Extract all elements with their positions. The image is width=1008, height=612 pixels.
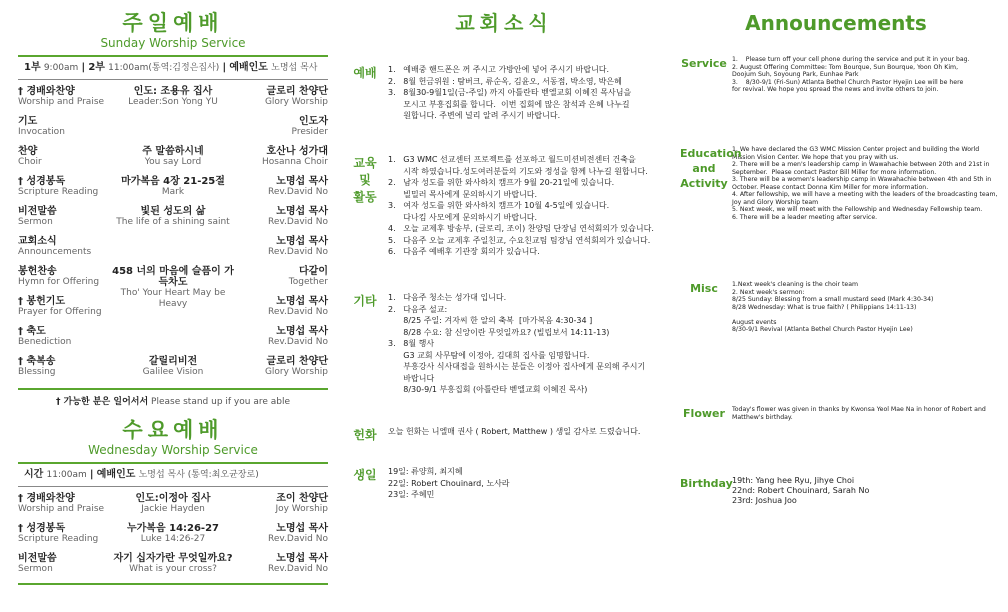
order-leader-ko: 조이 찬양단 (276, 493, 328, 504)
separator: | (81, 62, 86, 73)
order-row (18, 146, 328, 176)
news-line: 4. After fellowship, we will have a meeting with the leaders of the broadcasting team, (732, 191, 998, 198)
order-leader-en: Presider (291, 127, 328, 137)
order-item-ko: † 축도 (18, 326, 46, 337)
news-line: 3. There will be a women's leadership camp in Wawahachie between 4th and 5th in (732, 176, 992, 183)
order-row (18, 176, 328, 206)
section-body (732, 281, 992, 334)
order-leader (238, 146, 328, 168)
standup-note (18, 390, 328, 407)
news-line: 22일: Robert Chouinard, 노사라 (388, 478, 510, 488)
news-line: 8/30-9/1 Revival (Atlanta Bethel Church Pastor Hyejin Lee) (732, 326, 913, 333)
news-line: Joy and Glory Worship team (732, 198, 819, 206)
news-line: 6. 다음주 예배후 기관장 회의가 있습니다. (388, 247, 540, 256)
order-leader-en: Rev.David No (268, 187, 328, 197)
order-detail-ko: 주 말씀하시네 (142, 146, 204, 157)
wednesday-order-list (18, 493, 328, 583)
news-section (680, 146, 998, 221)
first-service-time: 9:00am (43, 63, 79, 73)
announcements-title: Announcements (745, 11, 927, 35)
news-line: 2. 남자 성도를 위한 와사하치 캠프가 9월 20-21일에 있습니다. (388, 178, 615, 187)
order-item (18, 493, 108, 515)
order-item-en: Invocation (18, 127, 65, 137)
news-line: Doojum Suh, Soyoung Park, Eunhae Park (732, 71, 859, 78)
order-detail-en: What is your cross? (129, 564, 217, 574)
church-news-column (346, 10, 662, 596)
church-news-sections (346, 36, 662, 596)
order-leader-ko: 노명섭 목사 (276, 206, 328, 217)
divider (18, 79, 328, 80)
news-section (680, 476, 992, 506)
section-body (732, 476, 992, 506)
order-detail-ko: 458 너의 마음에 슬픔이 가득차도 (112, 266, 234, 288)
news-line: Today's flower was given in thanks by Kwonsa Yeol Mae Na in honor of Robert and (732, 406, 986, 413)
worship-order-column (18, 10, 328, 585)
order-detail-en: Mark (161, 187, 185, 197)
section-label: 헌화 (353, 428, 377, 442)
news-line: 바랍니다 (388, 373, 435, 383)
order-item (18, 176, 108, 198)
order-item-ko: 기도 (18, 116, 38, 127)
order-item-ko: 교회소식 (18, 236, 57, 247)
news-line: 1. Please turn off your cell phone during the service and put it in your bag. (732, 56, 970, 63)
order-row (18, 326, 328, 356)
section-body (388, 64, 662, 122)
news-line: September. Please contact Pastor Bill Miller for more information. (732, 168, 937, 176)
preacher-label: 예배인도 (229, 62, 268, 73)
sunday-title-en: Sunday Worship Service (100, 36, 246, 50)
order-item (18, 86, 108, 108)
order-leader-en: Hosanna Choir (262, 157, 328, 167)
news-line: 8/28 수요: 참 신앙이란 무엇일까요? (빌립보서 14:11-13) (388, 327, 610, 337)
order-detail (108, 266, 238, 310)
news-line: Matthew's birthday. (732, 413, 793, 421)
order-leader-ko: 노명섭 목사 (276, 236, 328, 247)
news-line: 19일: 류양희, 최지혜 (388, 467, 463, 476)
news-line: 원합니다. 주변에 널리 알려 주시기 바랍니다. (388, 111, 561, 120)
order-item-en: Worship and Praise (18, 504, 105, 514)
order-item-en: Sermon (18, 564, 53, 574)
news-line: 19th: Yang hee Ryu, Jihye Choi (732, 476, 855, 485)
news-section (346, 154, 662, 258)
order-item (18, 206, 108, 228)
order-detail-en: Luke 14:26-27 (140, 534, 206, 544)
news-line: 8/25 주일: 겨자씨 한 알의 축복 [마가복음 4:30-34 ] (388, 316, 593, 325)
order-detail (108, 86, 238, 108)
order-detail-en: Leader:Son Yong YU (128, 97, 218, 107)
news-line: 22nd: Robert Chouinard, Sarah No (732, 486, 870, 495)
order-item-ko: † 경배와찬양 (18, 493, 75, 504)
order-leader-ko: 인도자 (299, 116, 328, 127)
order-leader-en: Together (288, 277, 328, 287)
order-detail-en: Galilee Vision (142, 367, 204, 377)
order-leader (238, 86, 328, 108)
order-detail-en: Tho' Your Heart May be Heavy (120, 288, 226, 309)
order-item-en: Blessing (18, 367, 56, 377)
announcements-column (680, 10, 998, 596)
news-line: 3. 여자 성도를 위한 와사하치 캠프가 10월 4-5일에 있습니다. (388, 201, 610, 210)
news-line: 빌밀러 목사에게 문의하시기 바랍니다. (388, 189, 538, 199)
news-line: 23일: 주혜민 (388, 490, 435, 499)
order-leader-ko: 노명섭 목사 (276, 553, 328, 564)
news-line: 시작 하였습니다.성도여러분들의 기도와 정성을 함께 나누길 원합니다. (388, 166, 648, 176)
order-leader (238, 553, 328, 575)
news-line: 2. 다음주 설교: (388, 304, 448, 314)
order-row (18, 86, 328, 116)
section-label: Misc (690, 282, 718, 295)
news-line: 오늘 헌화는 니엘매 권사 ( Robert, Matthew ) 생일 감사로 드렸습니다. (388, 427, 641, 436)
order-item-en: Sermon (18, 217, 53, 227)
news-line: 다나킴 사모에게 문의하시기 바랍니다. (388, 212, 538, 222)
order-item-ko: † 성경봉독 (18, 523, 66, 534)
order-leader-ko: 글로리 찬양단 (266, 356, 328, 367)
order-item (18, 326, 108, 348)
order-item (18, 553, 108, 575)
news-line: 3. 8월30-9월1일(금-주일) 까지 아틀란타 벧엘교회 이혜진 목사님을 (388, 88, 632, 97)
order-detail-en: Jackie Hayden (141, 504, 205, 514)
order-leader (238, 266, 328, 288)
order-leader-en: Glory Worship (264, 97, 328, 107)
order-leader (238, 493, 328, 515)
news-line: Mission Vision Center. We hope that you pray with us. (732, 153, 899, 161)
news-line: 2. 8월 헌금위원 : 탐버크, 류순옥, 김윤오, 서동점, 박소영, 박은혜 (388, 76, 622, 86)
news-line (732, 311, 992, 319)
order-item (18, 236, 108, 258)
order-leader-ko: 노명섭 목사 (276, 326, 328, 337)
news-line: 8/30-9/1 부흥집회 (아틀란타 벧엘교회 이혜진 목사) (388, 385, 588, 394)
section-body (388, 466, 662, 501)
order-leader (238, 236, 328, 258)
order-leader (238, 523, 328, 545)
order-detail-ko: 인도:이정아 집사 (135, 493, 211, 504)
order-detail (108, 523, 238, 545)
church-news-title: 교회소식 (455, 11, 553, 35)
news-line: 1. G3 WMC 선교센터 프로젝트를 선포하고 월드미션비전센터 건축을 (388, 155, 636, 164)
order-row (18, 493, 328, 523)
section-body (388, 426, 662, 438)
order-detail (108, 493, 238, 515)
news-line: 2. There will be a men's leadership camp in Wawahachie between 20th and 21st in (732, 161, 990, 168)
news-line: 1. 다음주 청소는 성가대 입니다. (388, 293, 507, 302)
order-item-ko: 찬양 (18, 146, 38, 157)
order-leader-ko: 글로리 찬양단 (266, 86, 328, 97)
news-line: 5. 다음주 오늘 교제후 주일친교, 수요친교팀 팀장님 연석회의가 있습니다. (388, 235, 651, 245)
sunday-order-list (18, 86, 328, 386)
order-leader-ko: 다같이 (299, 266, 328, 277)
order-detail (108, 553, 238, 575)
standup-note-ko: † 가능한 분은 일어서서 (56, 397, 149, 407)
order-leader-ko: 호산나 성가대 (266, 146, 328, 157)
time-label: 시간 (24, 469, 44, 480)
second-service-label: 2부 (88, 62, 105, 73)
section-body (732, 146, 998, 221)
preacher-label: 예배인도 (96, 469, 136, 480)
order-item-ko: † 봉헌기도 (18, 296, 66, 307)
order-item-en: Prayer for Offering (18, 307, 102, 317)
news-line: 부흥강사 식사대접을 원하시는 분들은 이정아 집사에게 문의해 주시기 (388, 362, 646, 371)
wednesday-time: 11:00am (46, 470, 87, 480)
order-detail (108, 176, 238, 198)
wednesday-title-en: Wednesday Worship Service (88, 443, 258, 457)
news-line: 1. We have declared the G3 WMC Mission Center project and building the World (732, 146, 980, 153)
order-detail (108, 206, 238, 228)
news-section (346, 466, 662, 501)
order-leader (238, 356, 328, 378)
news-line: 1. 예배중 핸드폰은 꺼 주시고 가방안에 넣어 주시기 바랍니다. (388, 65, 610, 74)
news-line: for revival. We hope you spread the news and invite others to join. (732, 86, 939, 93)
order-detail-en: The life of a shining saint (116, 217, 230, 227)
sunday-time-bar (18, 57, 328, 79)
order-detail-ko: 인도: 조용유 집사 (133, 86, 213, 97)
section-label: Service (681, 57, 727, 70)
order-detail-en: You say Lord (144, 157, 202, 167)
order-item-ko: 봉헌찬송 (18, 266, 57, 277)
news-section (346, 292, 662, 396)
order-detail-ko: 갈릴리비전 (148, 356, 198, 367)
news-line: 8/25 Sunday: Blessing from a small mustard seed (Mark 4:30-34) (732, 296, 934, 303)
preacher-name: 노명섭 목사 (통역:최오균장로) (138, 470, 259, 480)
section-body (732, 56, 992, 94)
order-leader (238, 326, 328, 348)
order-leader-ko: 노명섭 목사 (276, 296, 328, 307)
order-item-ko: 비전말씀 (18, 553, 57, 564)
section-body (732, 406, 992, 421)
order-item-ko: † 축복송 (18, 356, 56, 367)
section-label: Flower (683, 407, 725, 420)
section-label: 교육 및 활동 (353, 156, 377, 204)
news-section (680, 281, 992, 334)
order-item-en: Choir (18, 157, 42, 167)
news-line: 3. 8/30-9/1 (Fri-Sun) Atlanta Bethel Church Pastor Hyejin Lee will be here (732, 78, 964, 86)
order-row (18, 356, 328, 386)
news-section (680, 406, 992, 421)
order-item-en: Worship and Praise (18, 97, 105, 107)
section-label: Birthday (680, 477, 733, 490)
news-section (680, 56, 992, 94)
order-item (18, 266, 108, 288)
news-line: 23rd: Joshua Joo (732, 496, 797, 505)
order-item (18, 296, 108, 318)
announcements-sections (680, 36, 998, 596)
order-row (18, 206, 328, 236)
separator: | (222, 62, 227, 73)
news-line: G3 교회 사무탐에 이정아, 김대희 집사를 임명합니다. (388, 350, 590, 360)
section-body (388, 154, 662, 258)
order-leader (238, 296, 328, 318)
standup-note-en: Please stand up if you are able (151, 397, 290, 407)
news-section (346, 64, 662, 122)
news-line: 6. There will be a leader meeting after service. (732, 213, 878, 221)
order-leader-en: Rev.David No (268, 534, 328, 544)
order-item-ko: † 성경봉독 (18, 176, 66, 187)
order-item (18, 356, 108, 378)
sunday-title-ko: 주일예배 (122, 11, 224, 35)
order-leader-ko: 노명섭 목사 (276, 523, 328, 534)
order-detail-ko: 누가복음 14:26-27 (126, 523, 220, 534)
order-leader-ko: 노명섭 목사 (276, 176, 328, 187)
order-item (18, 523, 108, 545)
order-row (18, 523, 328, 553)
order-leader-en: Joy Worship (275, 504, 328, 514)
first-service-label: 1부 (24, 62, 41, 73)
section-label: Education and Activity (680, 147, 742, 190)
separator: | (89, 469, 94, 480)
news-line: August events (732, 318, 777, 326)
order-row (18, 116, 328, 146)
order-detail (108, 146, 238, 168)
order-leader-en: Rev.David No (268, 217, 328, 227)
order-detail-ko: 마가복음 4장 21-25절 (121, 176, 225, 187)
order-detail (108, 356, 238, 378)
order-item-en: Scripture Reading (18, 534, 99, 544)
news-line: 모시고 부흥집회를 합니다. 이번 집회에 많은 참석과 은혜 나누길 (388, 99, 630, 109)
section-label: 생일 (353, 468, 377, 482)
news-line: 1.Next week's cleaning is the choir team (732, 281, 859, 288)
order-item-en: Announcements (18, 247, 92, 257)
order-leader-en: Rev.David No (268, 307, 328, 317)
order-row (18, 553, 328, 583)
news-line: 2. Next week's sermon: (732, 288, 805, 296)
order-detail-ko: 자기 십자가란 무엇일까요? (113, 553, 233, 564)
news-line: October. Please contact Donna Kim Miller for more information. (732, 183, 929, 191)
order-item-en: Scripture Reading (18, 187, 99, 197)
order-detail-ko: 빛된 성도의 삶 (140, 206, 206, 217)
news-line: 5. Next week, we will meet with the Fellowship and Wednesday Fellowship team. (732, 206, 983, 213)
order-item-ko: 비전말씀 (18, 206, 57, 217)
order-item-ko: † 경배와찬양 (18, 86, 75, 97)
news-section (346, 426, 662, 442)
news-line: 8/28 Wednesday: What is true faith? ( Philippians 14:11-13) (732, 303, 917, 311)
news-line: 4. 오늘 교제후 방송부, (글로리, 조이) 찬양팀 단장님 연석회의가 있습니다. (388, 224, 654, 233)
order-leader-en: Rev.David No (268, 564, 328, 574)
divider (18, 583, 328, 585)
news-line: 3. 8월 행사 (388, 339, 435, 348)
wednesday-time-bar (18, 464, 328, 486)
second-service-time: 11:00am(통역:김정은집사) (108, 63, 220, 73)
divider (18, 486, 328, 487)
order-item-en: Hymn for Offering (18, 277, 100, 287)
order-item-en: Benediction (18, 337, 72, 347)
news-line: 2. August Offering Committee: Tom Bourque, Sun Bourque, Yoon Oh Kim, (732, 63, 959, 71)
wednesday-title-ko: 수요예배 (122, 418, 224, 442)
section-body (388, 292, 662, 396)
order-leader-en: Rev.David No (268, 337, 328, 347)
section-label: 예배 (353, 66, 377, 80)
order-item (18, 116, 108, 138)
order-leader-en: Glory Worship (264, 367, 328, 377)
order-leader-en: Rev.David No (268, 247, 328, 257)
order-leader (238, 176, 328, 198)
order-item (18, 146, 108, 168)
section-label: 기타 (353, 294, 377, 308)
order-leader (238, 116, 328, 138)
order-row (18, 236, 328, 266)
order-leader (238, 206, 328, 228)
preacher-name: 노명섭 목사 (271, 63, 318, 73)
